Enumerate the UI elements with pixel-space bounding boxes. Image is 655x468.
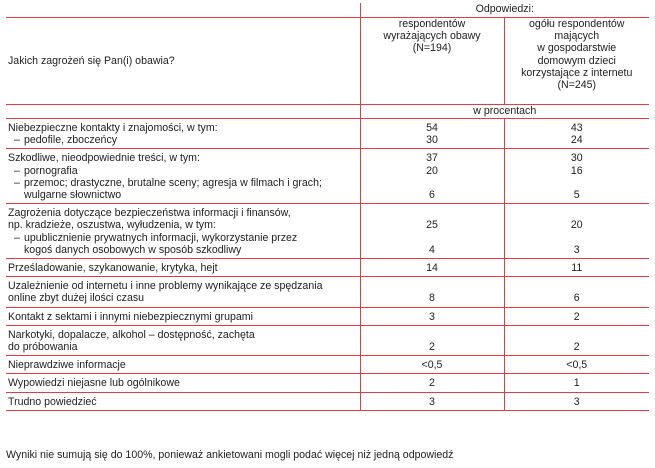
table-cell-value: 3 [429, 310, 435, 323]
table-cell-value: 30 [570, 152, 583, 165]
col1-values [360, 149, 504, 204]
header-line: korzystające z internetu [521, 66, 633, 79]
col2-values [504, 277, 649, 307]
value-spacer [505, 207, 650, 219]
row-label-text: Wypowiedzi niejasne lub ogólnikowe [8, 377, 180, 390]
col1-values [360, 259, 504, 277]
row-label-continuation: wulgarne słownictwo [24, 189, 122, 202]
table-cell-value: 2 [429, 341, 435, 354]
col2-values [504, 325, 649, 355]
col2-values [504, 204, 649, 259]
row-label [8, 329, 360, 341]
bullet-dash-icon: – [14, 164, 20, 177]
col2-values [504, 374, 649, 392]
col2-values [504, 259, 649, 277]
col1-header [360, 18, 504, 105]
value-spacer [361, 207, 504, 219]
row-label [8, 134, 360, 146]
table-cell-value: 2 [573, 310, 580, 323]
table-cell-value: 20 [570, 219, 583, 232]
table-row-group [6, 277, 649, 307]
table-cell-value: 3 [429, 395, 435, 408]
row-labels [6, 307, 360, 325]
table-cell-value: 4 [429, 243, 435, 256]
value-spacer [361, 280, 504, 292]
header-line: w gospodarstwie [537, 42, 617, 55]
table-cell-value: <0,5 [421, 359, 443, 372]
col1-values [360, 307, 504, 325]
header-line: domowym dzieci [537, 54, 616, 67]
row-label [8, 207, 360, 219]
table-cell-value: 1 [573, 377, 580, 390]
table-cell-value: 6 [429, 189, 435, 202]
col2-values [504, 119, 649, 149]
col2-values [504, 392, 649, 410]
row-label-text: Szkodliwe, nieodpowiednie treści, w tym: [8, 152, 200, 165]
row-labels [6, 374, 360, 392]
bullet-dash-icon: – [14, 134, 20, 147]
row-label [8, 311, 360, 323]
table-row-group [6, 259, 649, 277]
table-cell-value: 25 [426, 219, 438, 232]
table-cell-value: 8 [429, 292, 435, 305]
row-label-text: Prześladowanie, szykanowanie, krytyka, hejt [8, 262, 218, 275]
header-line: respondentów [398, 18, 466, 30]
row-label-continuation: kogoś danych osobowych w sposób szkodliwy [24, 243, 242, 256]
value-spacer [361, 232, 504, 244]
row-labels [6, 392, 360, 410]
row-labels [6, 356, 360, 374]
row-label-text: pedofile, zboczeńcy [24, 134, 118, 147]
row-label-text: Niebezpieczne kontakty i znajomości, w tym: [8, 122, 218, 134]
table-cell-value: 54 [426, 122, 438, 134]
col1-values [360, 392, 504, 410]
row-label [8, 152, 360, 164]
row-label-text: Kontakt z sektami i innymi niebezpiecznymi grupami [8, 310, 253, 323]
footnote: Wyniki nie sumują się do 100%, ponieważ ankietowani mogli podać więcej niż jedną odpowiedź [6, 449, 454, 461]
table-cell-value: 2 [573, 341, 580, 354]
table-cell-value: 24 [570, 134, 583, 147]
col1-values [360, 204, 504, 259]
unit-label: w procentach [360, 105, 649, 119]
table-cell-value: 11 [571, 262, 583, 275]
value-spacer [505, 232, 650, 244]
table-cell-value: 14 [426, 262, 438, 275]
table-cell-value: 6 [573, 292, 580, 305]
unit-empty-cell [6, 105, 360, 119]
col2-values [504, 307, 649, 325]
row-label-continuation: online zbyt dużej ilości czasu [8, 292, 145, 305]
row-label-text: Zagrożenia dotyczące bezpieczeństwa informacji i finansów, [8, 207, 291, 220]
row-label-continuation: np. kradzieże, oszustwa, wyłudzenia, w tym: [8, 219, 216, 232]
row-label-text: Narkotyki, dopalacze, alkohol – dostępność, zachęta [8, 328, 255, 341]
table-row-group [6, 204, 649, 259]
row-label [8, 280, 360, 292]
table-cell-value: 16 [570, 164, 583, 177]
question-label: Jakich zagrożeń się Pan(i) obawia? [8, 54, 175, 67]
row-label [8, 232, 360, 244]
row-labels [6, 204, 360, 259]
table-row-group [6, 392, 649, 410]
row-labels [6, 259, 360, 277]
row-label [8, 377, 360, 389]
table-cell-value: 3 [573, 395, 580, 408]
header-line: mających [554, 30, 600, 43]
value-spacer [505, 280, 650, 292]
col2-values [504, 356, 649, 374]
row-label-continuation: do próbowania [8, 341, 78, 354]
table-cell-value: 37 [426, 152, 438, 165]
value-spacer [505, 177, 650, 189]
answers-label: Odpowiedzi: [360, 3, 649, 18]
table-cell-value: 43 [570, 122, 583, 134]
col1-values [360, 325, 504, 355]
table-row-group [6, 374, 649, 392]
col2-values [504, 149, 649, 204]
row-label [8, 359, 360, 371]
row-labels [6, 149, 360, 204]
bullet-dash-icon: – [14, 231, 20, 244]
col1-values [360, 119, 504, 149]
row-labels [6, 277, 360, 307]
col1-values [360, 277, 504, 307]
header-line: (N=245) [557, 79, 597, 92]
col1-values [360, 356, 504, 374]
table-cell-value: 3 [573, 243, 580, 256]
row-label-text: pornografia [24, 164, 78, 177]
value-spacer [361, 329, 504, 341]
row-label [8, 177, 360, 189]
table-row-group [6, 307, 649, 325]
table-cell-value: 2 [429, 377, 435, 390]
row-label [8, 122, 360, 134]
row-label-text: Trudno powiedzieć [8, 395, 97, 408]
row-label-text: upublicznienie prywatnych informacji, wykorzystanie przez [24, 231, 298, 244]
row-labels [6, 119, 360, 149]
table-cell-value: <0,5 [566, 359, 588, 372]
row-labels [6, 325, 360, 355]
row-label-text: Nieprawdziwe informacje [8, 359, 126, 372]
col1-values [360, 374, 504, 392]
header-line: wyrażających obawy [383, 30, 481, 43]
row-label [8, 396, 360, 408]
table-row-group [6, 356, 649, 374]
header-line: (N=194) [412, 42, 452, 55]
col2-header [504, 18, 649, 105]
value-spacer [505, 329, 650, 341]
row-label-text: przemoc; drastyczne, brutalne sceny; agresja w filmach i grach; [24, 176, 322, 189]
header-empty-cell [6, 3, 360, 18]
bullet-dash-icon: – [14, 176, 20, 189]
table-cell-value: 5 [573, 189, 580, 202]
table-row-group [6, 325, 649, 355]
row-label [8, 262, 360, 274]
value-spacer [361, 177, 504, 189]
table-cell-value: 30 [426, 134, 438, 147]
table-row-group [6, 149, 649, 204]
survey-table-container [6, 3, 649, 461]
header-line: ogółu respondentów [529, 18, 625, 30]
table-row-group [6, 119, 649, 149]
survey-table [6, 3, 649, 411]
row-label-text: Uzależnienie od internetu i inne problemy wynikające ze spędzania [8, 280, 323, 293]
table-cell-value: 20 [426, 164, 438, 177]
row-label [8, 165, 360, 177]
